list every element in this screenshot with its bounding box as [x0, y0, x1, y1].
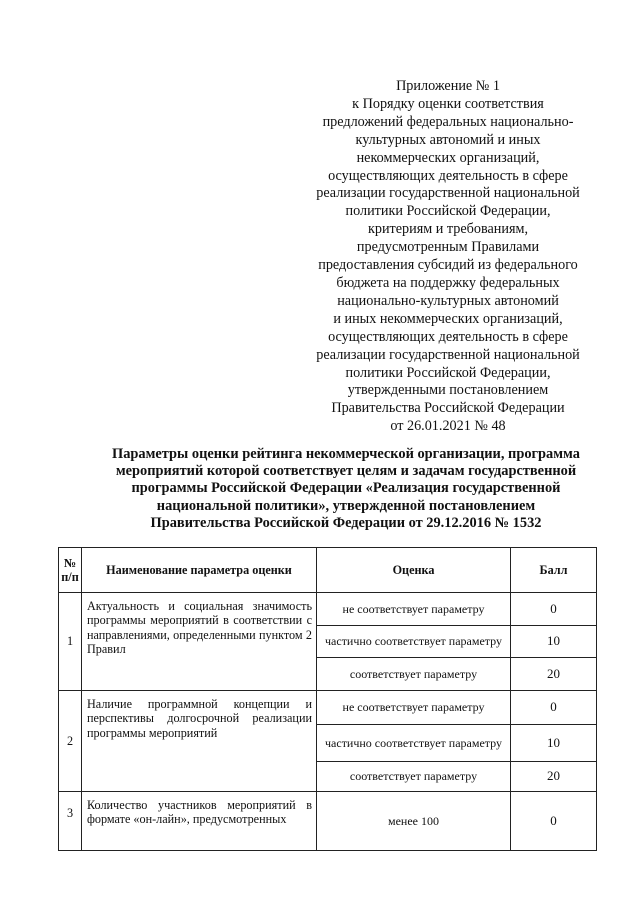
appendix-line: политики Российской Федерации, [345, 364, 551, 381]
appendix-line: предложений федеральных национально- [322, 113, 574, 130]
title-line: программы Российской Федерации «Реализация государственной [131, 480, 561, 497]
points-value: 10 [511, 725, 597, 762]
score-option: не соответствует параметру [317, 593, 511, 626]
appendix-line: утвержденными постановлением [347, 382, 549, 399]
title-line: мероприятий которой соответствует целям и задачам государственной [115, 463, 577, 480]
appendix-line: реализации государственной национальной [316, 346, 580, 363]
appendix-line: Приложение № 1 [396, 78, 500, 94]
appendix-line: политики Российской Федерации, [345, 203, 551, 220]
row-number: 2 [59, 691, 82, 792]
title-line: Параметры оценки рейтинга некоммерческой организации, программа [112, 446, 580, 462]
points-value: 20 [511, 658, 597, 691]
appendix-line: критериям и требованиям, [367, 221, 529, 238]
points-value: 20 [511, 762, 597, 792]
points-value: 0 [511, 691, 597, 725]
points-value: 0 [511, 792, 597, 851]
title-line: национальной политики», утвержденной постановлением [156, 497, 536, 514]
appendix-line: реализации государственной национальной [316, 185, 580, 202]
header-parameter-name: Наименование параметра оценки [82, 548, 317, 593]
table-row [59, 593, 597, 626]
points-value: 0 [511, 593, 597, 626]
header-score: Оценка [317, 548, 511, 593]
appendix-line: Правительства Российской Федерации [331, 400, 565, 417]
appendix-line: культурных автономий и иных [355, 131, 541, 148]
appendix-line: и иных некоммерческих организаций, [333, 310, 563, 327]
document-title [88, 446, 604, 532]
score-option: не соответствует параметру [317, 691, 511, 725]
title-line: Правительства Российской Федерации от 29.12.2016 № 1532 [150, 514, 542, 531]
points-value: 10 [511, 626, 597, 658]
appendix-line: некоммерческих организаций, [356, 149, 540, 166]
row-number: 3 [59, 792, 82, 851]
score-option: частично соответствует параметру [317, 725, 511, 762]
appendix-line: предусмотренным Правилами [356, 239, 540, 256]
parameters-table [58, 547, 597, 851]
appendix-note [300, 78, 596, 436]
table-row [59, 691, 597, 725]
table-header-row [59, 548, 597, 593]
appendix-line: от 26.01.2021 № 48 [390, 418, 506, 435]
row-number: 1 [59, 593, 82, 691]
parameter-name: Актуальность и социальная значимость программы мероприятий в соответствии с направлениями, определенными пунктом 2 Правил [82, 593, 317, 691]
header-number: № п/п [59, 548, 82, 593]
appendix-line: осуществляющих деятельность в сфере [328, 167, 568, 184]
appendix-line: предоставления субсидий из федерального [318, 257, 578, 274]
appendix-line: национально-культурных автономий [337, 292, 559, 309]
score-option: менее 100 [317, 792, 511, 851]
appendix-line: к Порядку оценки соответствия [352, 95, 544, 112]
appendix-line: осуществляющих деятельность в сфере [328, 328, 568, 345]
parameter-name: Количество участников мероприятий в формате «он-лайн», предусмотренных [82, 792, 317, 851]
appendix-line: бюджета на поддержку федеральных [336, 274, 560, 291]
header-points: Балл [511, 548, 597, 593]
parameter-name: Наличие программной концепции и перспективы долгосрочной реализации программы мероприятий [82, 691, 317, 792]
score-option: соответствует параметру [317, 658, 511, 691]
score-option: частично соответствует параметру [317, 626, 511, 658]
score-option: соответствует параметру [317, 762, 511, 792]
table-row [59, 792, 597, 851]
